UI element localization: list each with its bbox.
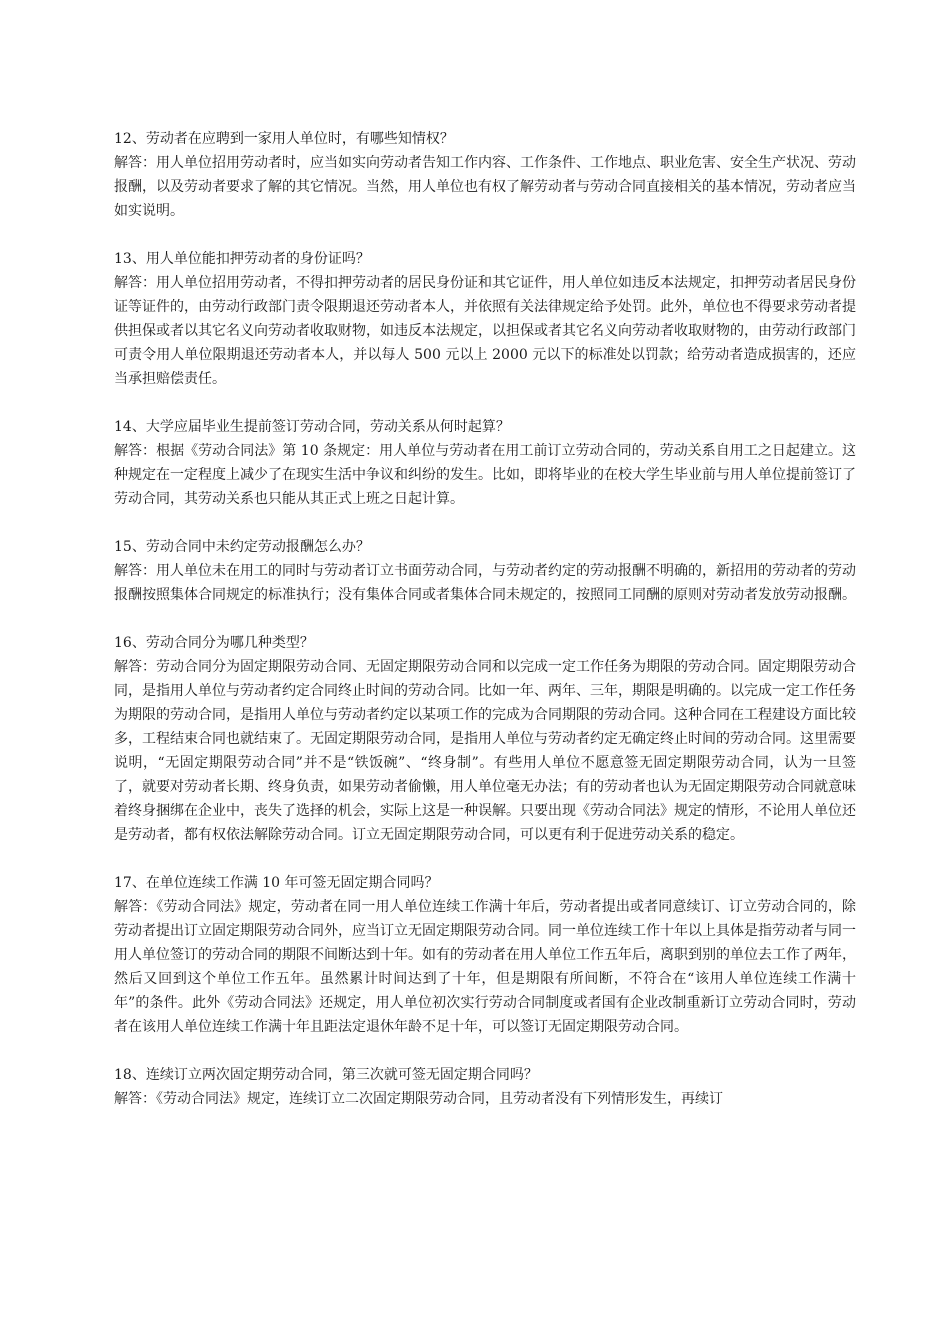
qa-item-18 xyxy=(114,1063,856,1111)
qa-item-13 xyxy=(114,247,856,391)
question-13: 13、用人单位能扣押劳动者的身份证吗？ xyxy=(114,251,370,267)
question-18: 18、连续订立两次固定期劳动合同，第三次就可签无固定期合同吗？ xyxy=(114,1067,538,1083)
question-17: 17、在单位连续工作满 10 年可签无固定期合同吗？ xyxy=(114,875,439,891)
qa-item-16 xyxy=(114,631,856,847)
question-12: 12、劳动者在应聘到一家用人单位时，有哪些知情权？ xyxy=(114,131,454,147)
qa-item-17 xyxy=(114,871,856,1039)
document-content xyxy=(114,127,856,1111)
answer-14: 解答：根据《劳动合同法》第 10 条规定：用人单位与劳动者在用工前订立劳动合同的，劳动关系自用工之日起建立。这种规定在一定程度上减少了在现实生活中争议和纠纷的发生。比如，即将毕业的在校大学生毕业前与用人单位提前签订了劳动合同，其劳动关系也只能从其正式上班之日起计算。 xyxy=(114,443,856,507)
qa-item-14 xyxy=(114,415,856,511)
qa-item-12 xyxy=(114,127,856,223)
answer-13: 解答：用人单位招用劳动者，不得扣押劳动者的居民身份证和其它证件，用人单位如违反本法规定，扣押劳动者居民身份证等证件的，由劳动行政部门责令限期退还劳动者本人，并依照有关法律规定给予处罚。此外，单位也不得要求劳动者提供担保或者以其它名义向劳动者收取财物，如违反本法规定，以担保或者其它名义向劳动者收取财物的，由劳动行政部门可责令用人单位限期退还劳动者本人，并以每人 500 元以上 2000 元以下的标准处以罚款；给劳动者造成损害的，还应当承担赔偿责任。 xyxy=(114,275,856,387)
question-16: 16、劳动合同分为哪几种类型？ xyxy=(114,635,314,651)
answer-12: 解答：用人单位招用劳动者时，应当如实向劳动者告知工作内容、工作条件、工作地点、职业危害、安全生产状况、劳动报酬，以及劳动者要求了解的其它情况。当然，用人单位也有权了解劳动者与劳动合同直接相关的基本情况，劳动者应当如实说明。 xyxy=(114,155,856,219)
answer-18: 解答：《劳动合同法》规定，连续订立二次固定期限劳动合同，且劳动者没有下列情形发生，再续订 xyxy=(114,1091,723,1107)
answer-17: 解答：《劳动合同法》规定，劳动者在同一用人单位连续工作满十年后，劳动者提出或者同意续订、订立劳动合同的，除劳动者提出订立固定期限劳动合同外，应当订立无固定期限劳动合同。同一单位连续工作十年以上具体是指劳动者与同一用人单位签订的劳动合同的期限不间断达到十年。如有的劳动者在用人单位工作五年后，离职到别的单位去工作了两年，然后又回到这个单位工作五年。虽然累计时间达到了十年，但是期限有所间断，不符合在“该用人单位连续工作满十年”的条件。此外《劳动合同法》还规定，用人单位初次实行劳动合同制度或者国有企业改制重新订立劳动合同时，劳动者在该用人单位连续工作满十年且距法定退休年龄不足十年，可以签订无固定期限劳动合同。 xyxy=(114,899,856,1035)
question-14: 14、大学应届毕业生提前签订劳动合同，劳动关系从何时起算？ xyxy=(114,419,510,435)
question-15: 15、劳动合同中未约定劳动报酬怎么办？ xyxy=(114,539,370,555)
answer-16: 解答：劳动合同分为固定期限劳动合同、无固定期限劳动合同和以完成一定工作任务为期限的劳动合同。固定期限劳动合同，是指用人单位与劳动者约定合同终止时间的劳动合同。比如一年、两年、三年，期限是明确的。以完成一定工作任务为期限的劳动合同，是指用人单位与劳动者约定以某项工作的完成为合同期限的劳动合同。这种合同在工程建设方面比较多，工程结束合同也就结束了。无固定期限劳动合同，是指用人单位与劳动者约定无确定终止时间的劳动合同。这里需要说明，“无固定期限劳动合同”并不是“铁饭碗”、“终身制”。有些用人单位不愿意签无固定期限劳动合同，认为一旦签了，就要对劳动者长期、终身负责，如果劳动者偷懒，用人单位毫无办法；有的劳动者也认为无固定期限劳动合同就意味着终身捆绑在企业中，丧失了选择的机会，实际上这是一种误解。只要出现《劳动合同法》规定的情形，不论用人单位还是劳动者，都有权依法解除劳动合同。订立无固定期限劳动合同，可以更有利于促进劳动关系的稳定。 xyxy=(114,659,856,843)
qa-item-15 xyxy=(114,535,856,607)
answer-15: 解答：用人单位未在用工的同时与劳动者订立书面劳动合同，与劳动者约定的劳动报酬不明确的，新招用的劳动者的劳动报酬按照集体合同规定的标准执行；没有集体合同或者集体合同未规定的，按照同工同酬的原则对劳动者发放劳动报酬。 xyxy=(114,563,856,603)
